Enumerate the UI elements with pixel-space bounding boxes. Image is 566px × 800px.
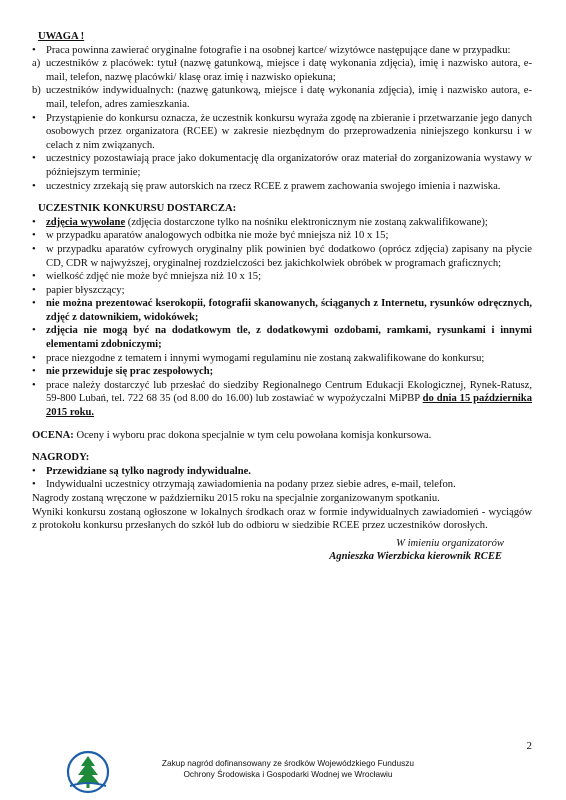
list-item: [32, 365, 532, 379]
list-marker: b): [32, 85, 41, 97]
list-item-text: uczestników z placówek: tytuł (nazwę gatunkową, miejsce i datę wykonania zdjęcia), imię i nazwisko autora, e-mail, telefon, nazwę placówki/ klasę oraz imię i nazwisko opiekuna;: [46, 58, 532, 83]
list-item-text: Przystąpienie do konkursu oznacza, że uczestnik konkursu wyraża zgodę na zbieranie i przetwarzanie jego danych osobowych przez organizatora (RCEE) w zakresie niezbędnym do przeprowadzenia niniejszego konkursu i w celach z nim związanych.: [46, 112, 532, 151]
list-marker: a): [32, 58, 41, 70]
list-marker: •: [32, 352, 36, 364]
ocena-label: OCENA:: [32, 429, 74, 441]
list-item-text: Przewidziane są tylko nagrody indywidualne.: [46, 465, 251, 477]
deadline-text: do dnia 15 października 2015 roku.: [46, 393, 532, 419]
footer-line-2: Ochrony Środowiska i Gospodarki Wodnej we Wrocławiu: [183, 769, 393, 779]
list-item-text: w przypadku aparatów cyfrowych oryginalny plik powinien być dodatkowo (oprócz zdjęcia) zapisany na płycie CD, CDR w najwyższej, oryginalnej rozdzielczości bez jakichkolwiek obróbek w programach graficznych;: [46, 243, 532, 269]
list-item: [32, 84, 532, 111]
uwaga-heading: UWAGA !: [38, 31, 85, 42]
ocena-text: Oceny i wyboru prac dokona specjalnie w tym celu powołana komisja konkursowa.: [73, 429, 432, 441]
list-marker: •: [32, 271, 36, 283]
list-item: [32, 465, 532, 479]
ocena-paragraph: [32, 429, 532, 443]
list-item: [32, 478, 532, 492]
list-marker: •: [32, 479, 36, 491]
list-marker: •: [32, 243, 36, 255]
list-item: [32, 324, 532, 351]
emphasis-text: zdjęcia wywołane: [46, 216, 126, 228]
list-item-text: uczestników indywidualnych: (nazwę gatunkową, miejsce i datę wykonania zdjęcia), imię i nazwisko autora, e-mail, telefon, adres zamieszkania.: [46, 85, 532, 110]
list-item-text: wielkość zdjęć nie może być mniejsza niż 10 x 15;: [46, 271, 262, 283]
list-item-text: Indywidualni uczestnicy otrzymają zawiadomienia na podany przez siebie adres, e-mail, telefon.: [46, 479, 456, 491]
list-item-text: zdjęcia nie mogą być na dodatkowym tle, z dodatkowymi ozdobami, ramkami, rysunkami i innymi elementami zdobniczymi;: [46, 325, 532, 351]
list-item-text: Praca powinna zawierać oryginalne fotografie i na osobnej kartce/ wizytówce następujące dane w przypadku:: [46, 44, 511, 56]
list-item-text: uczestnicy zrzekają się praw autorskich na rzecz RCEE z prawem zachowania swojego imienia i nazwiska.: [46, 180, 501, 192]
wfosigw-logo-icon: [66, 750, 110, 794]
list-item-text: nie przewiduje się prac zespołowych;: [46, 366, 214, 378]
list-item: [32, 243, 532, 270]
footer: [60, 750, 520, 794]
list-item: [32, 216, 532, 230]
dostarcza-heading: UCZESTNIK KONKURSU DOSTARCZA:: [38, 203, 237, 215]
list-marker: •: [32, 230, 36, 242]
list-item: [32, 152, 532, 179]
list-marker: •: [32, 153, 36, 165]
list-item-text: uczestnicy pozostawiają prace jako dokumentację dla organizatorów oraz materiał do zorganizowania wystawy w późniejszym terminie;: [46, 153, 532, 178]
list-marker: •: [32, 44, 36, 56]
delivery-address-text: prace należy dostarczyć lub przesłać do siedziby Regionalnego Centrum Edukacji Ekologicznej, Rynek-Ratusz, 59-800 Lubań, tel. 722 68 35 (od 8.00 do 16.00) lub zostawiać w wypożyczalni MiPBP: [46, 379, 532, 405]
signature-name: Agnieszka Wierzbicka kierownik RCEE: [329, 551, 502, 563]
signature-line: W imieniu organizatorów: [396, 537, 504, 549]
list-item: [32, 57, 532, 84]
document-body: [32, 30, 532, 564]
list-item: [32, 379, 532, 420]
list-item: [32, 112, 532, 153]
list-item-text: papier błyszczący;: [46, 284, 125, 296]
list-marker: •: [32, 216, 36, 228]
nagrody-results-paragraph: Wyniki konkursu zostaną ogłoszone w lokalnych środkach oraz w formie indywidualnych zawiadomień - wyciągów z protokołu konkursu przesłanych do szkół lub do odbioru w siedzibie RCEE przez uczestników dorosłych.: [32, 506, 532, 532]
list-item-text: prace niezgodne z tematem i innymi wymogami regulaminu nie zostaną zakwalifikowane do konkursu;: [46, 352, 485, 364]
list-item-text: [46, 216, 532, 230]
list-marker: •: [32, 298, 36, 310]
list-item: [32, 270, 532, 284]
footer-line-1: Zakup nagród dofinansowany ze środków Wojewódzkiego Funduszu: [161, 758, 415, 768]
list-item-rest: (zdjęcia dostarczone tylko na nośniku elektronicznym nie zostaną zakwalifikowane);: [125, 216, 488, 228]
page-number: 2: [526, 740, 532, 752]
footer-text: [138, 758, 438, 780]
list-item: [32, 297, 532, 324]
nagrody-paragraph: Nagrody zostaną wręczone w październiku 2015 roku na specjalnie zorganizowanym spotkaniu.: [32, 493, 440, 504]
list-marker: •: [32, 465, 36, 477]
list-item: [32, 284, 532, 298]
nagrody-heading: NAGRODY:: [32, 452, 90, 464]
list-marker: •: [32, 379, 36, 391]
list-marker: •: [32, 180, 36, 192]
list-item: [32, 180, 532, 194]
list-marker: •: [32, 284, 36, 296]
uwaga-list: [32, 44, 532, 194]
list-item: [32, 44, 532, 58]
list-marker: •: [32, 325, 36, 337]
list-item-text: [46, 379, 532, 420]
dostarcza-list: [32, 216, 532, 420]
list-marker: •: [32, 366, 36, 378]
list-item-text: nie można prezentować kserokopii, fotografii skanowanych, ściąganych z Internetu, rysunków odręcznych, zdjęć z datownikiem, widokówek;: [46, 298, 532, 323]
list-item: [32, 352, 532, 366]
list-marker: •: [32, 112, 36, 124]
list-item-text: w przypadku aparatów analogowych odbitka nie może być mniejsza niż 10 x 15;: [46, 230, 389, 242]
list-item: [32, 229, 532, 243]
